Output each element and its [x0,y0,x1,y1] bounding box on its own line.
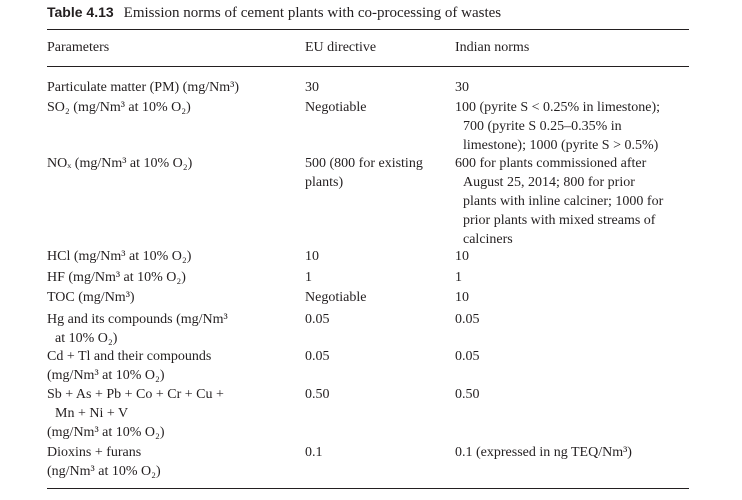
cell-parameter [47,268,186,287]
cell-indian-norms [455,78,469,97]
cell-indian-norms [455,347,480,366]
header-indian-norms: Indian norms [455,40,530,55]
cell-indian-norms [455,310,480,329]
cell-line: (mg/Nm³ at 10% O₂) [47,425,165,440]
cell-eu-directive [305,310,330,329]
cell-parameter [47,288,135,307]
cell-eu-directive [305,268,312,287]
cell-line: 100 (pyrite S < 0.25% in limestone); [455,100,661,115]
cell-line: Hg and its compounds (mg/Nm³ [47,312,228,327]
top-rule [47,29,689,30]
cell-line: Particulate matter (PM) (mg/Nm³) [47,80,239,95]
cell-indian-norms [455,98,660,155]
cell-line: (ng/Nm³ at 10% O₂) [47,464,161,479]
cell-line: 500 (800 for existing [305,156,423,171]
cell-indian-norms [455,288,469,307]
cell-parameter [47,347,211,385]
cell-parameter [47,78,239,97]
header-eu-directive: EU directive [305,40,377,55]
cell-line: 1 [305,270,312,285]
cell-parameter [47,443,161,481]
bottom-rule [47,488,689,489]
cell-line: SO₂ (mg/Nm³ at 10% O₂) [47,100,191,115]
cell-line: Negotiable [305,100,367,115]
cell-line: 0.1 (expressed in ng TEQ/Nm³) [455,445,632,460]
cell-line: Sb + As + Pb + Co + Cr + Cu + [47,387,224,402]
cell-parameter [47,385,224,442]
cell-parameter [47,154,192,173]
cell-line: calciners [463,232,513,247]
cell-line: 0.05 [305,312,330,327]
cell-line: limestone); 1000 (pyrite S > 0.5%) [463,138,659,153]
cell-line: HF (mg/Nm³ at 10% O₂) [47,270,186,285]
cell-line: HCl (mg/Nm³ at 10% O₂) [47,249,192,264]
cell-eu-directive [305,78,319,97]
cell-line: 1 [455,270,462,285]
cell-line: 0.05 [305,349,330,364]
cell-parameter [47,98,191,117]
cell-line: Mn + Ni + V [55,406,129,421]
table-title: Emission norms of cement plants with co-processing of wastes [123,5,502,21]
cell-line: at 10% O₂) [55,331,118,346]
cell-line: TOC (mg/Nm³) [47,290,135,305]
cell-line: 0.05 [455,349,480,364]
cell-indian-norms [455,154,663,249]
cell-line: 600 for plants commissioned after [455,156,647,171]
cell-eu-directive [305,154,423,192]
table-caption [47,4,501,22]
cell-eu-directive [305,247,319,266]
cell-eu-directive [305,385,330,404]
cell-line: (mg/Nm³ at 10% O₂) [47,368,165,383]
cell-line: Cd + Tl and their compounds [47,349,212,364]
cell-parameter [47,247,191,266]
cell-line: 30 [455,80,469,95]
cell-line: 0.05 [455,312,480,327]
cell-line: 10 [455,249,469,264]
header-parameters: Parameters [47,40,110,55]
cell-line: NOₓ (mg/Nm³ at 10% O₂) [47,156,193,171]
cell-line: August 25, 2014; 800 for prior [463,175,635,190]
cell-eu-directive [305,98,366,117]
cell-eu-directive [305,443,323,462]
cell-line: prior plants with mixed streams of [463,213,656,228]
cell-indian-norms [455,268,462,287]
cell-eu-directive [305,288,366,307]
cell-line: 10 [455,290,469,305]
cell-line: Dioxins + furans [47,445,142,460]
cell-line: Negotiable [305,290,367,305]
cell-line: 30 [305,80,319,95]
header-rule [47,66,689,67]
cell-indian-norms [455,385,480,404]
cell-eu-directive [305,347,330,366]
cell-indian-norms [455,443,632,462]
cell-parameter [47,310,228,348]
cell-line: 700 (pyrite S 0.25–0.35% in [463,119,622,134]
cell-line: 0.50 [305,387,330,402]
cell-line: 0.50 [455,387,480,402]
cell-line: plants with inline calciner; 1000 for [463,194,664,209]
cell-line: 10 [305,249,319,264]
table-number: Table 4.13 [47,4,114,20]
cell-indian-norms [455,247,469,266]
cell-line: 0.1 [305,445,323,460]
cell-line: plants) [305,175,344,190]
